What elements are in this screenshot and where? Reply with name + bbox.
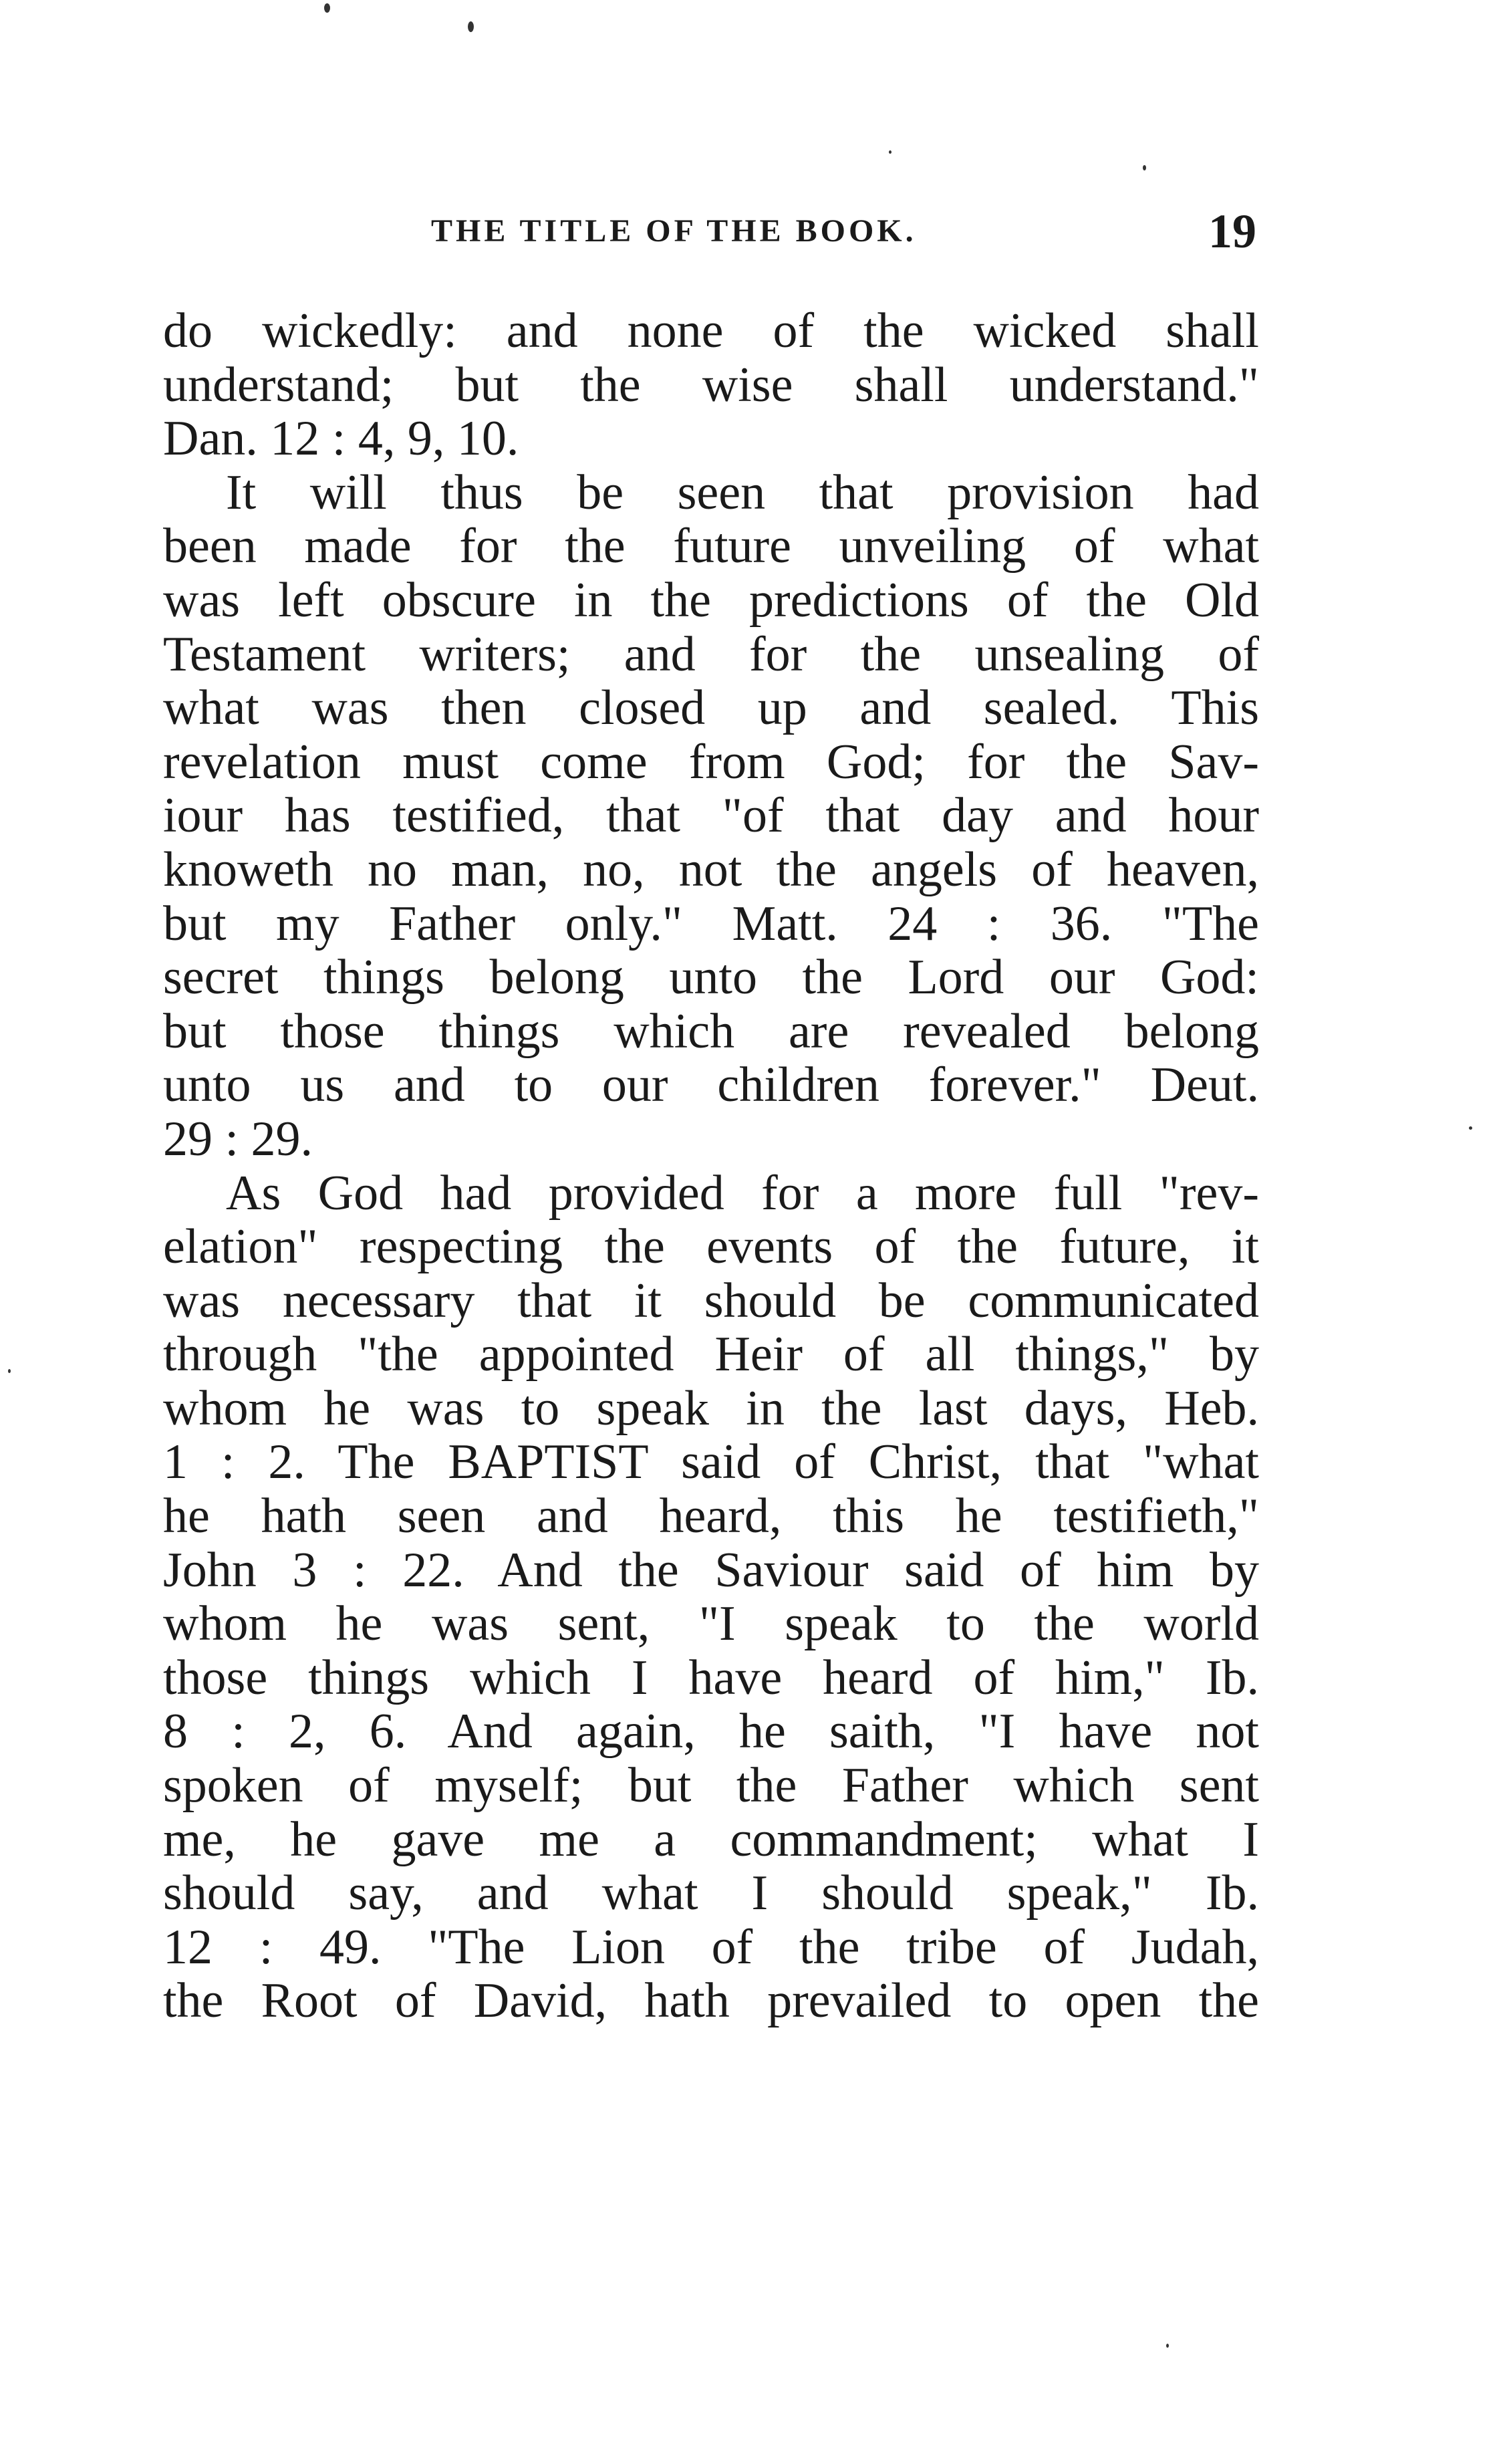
text-line: what was then closed up and sealed. This: [163, 681, 1259, 736]
scan-speck: [1143, 165, 1146, 170]
text-line: but those things which are revealed belong: [163, 1003, 1259, 1059]
text-line: secret things belong unto the Lord our God:: [163, 950, 1259, 1005]
text-line: John 3 : 22. And the Saviour said of him by: [163, 1542, 1259, 1598]
text-line: but my Father only." Matt. 24 : 36. "The: [163, 896, 1259, 951]
text-line: revelation must come from God; for the Sav-: [163, 734, 1259, 789]
text-line: elation" respecting the events of the future, it: [163, 1219, 1259, 1275]
text-line: been made for the future unveiling of what: [163, 519, 1259, 574]
text-line: 29 : 29.: [163, 1111, 313, 1166]
text-line: Dan. 12 : 4, 9, 10.: [163, 411, 519, 467]
text-line: iour has testified, that "of that day and hour: [163, 788, 1259, 844]
text-line: 1 : 2. The BAPTIST said of Christ, that "what: [163, 1435, 1259, 1490]
text-line: 12 : 49. "The Lion of the tribe of Judah,: [163, 1919, 1259, 1975]
text-line: spoken of myself; but the Father which sent: [163, 1758, 1259, 1814]
scan-speck: [324, 3, 330, 13]
text-line: unto us and to our children forever." Deut.: [163, 1058, 1259, 1113]
text-line: whom he was to speak in the last days, Heb.: [163, 1380, 1259, 1436]
scan-speck: [1166, 2344, 1169, 2348]
scan-speck: [1469, 1126, 1472, 1130]
text-line: knoweth no man, no, not the angels of heaven,: [163, 842, 1259, 897]
text-line: those things which I have heard of him," Ib.: [163, 1650, 1259, 1705]
text-line: was necessary that it should be communicated: [163, 1273, 1259, 1328]
text-line: do wickedly: and none of the wicked shall: [163, 303, 1259, 358]
text-line: As God had provided for a more full "rev-: [226, 1165, 1259, 1221]
text-line: It will thus be seen that provision had: [226, 465, 1259, 520]
scan-speck: [889, 150, 891, 154]
text-line: Testament writers; and for the unsealing of: [163, 626, 1259, 682]
body-text: [163, 304, 1259, 2028]
scan-speck: [468, 21, 474, 32]
scan-speck: [8, 1369, 11, 1373]
text-line: understand; but the wise shall understand.": [163, 357, 1259, 412]
text-line: was left obscure in the predictions of the Old: [163, 572, 1259, 628]
page-number: 19: [1208, 205, 1256, 258]
text-line: me, he gave me a commandment; what I: [163, 1812, 1259, 1867]
text-line: whom he was sent, "I speak to the world: [163, 1596, 1259, 1652]
text-line: through "the appointed Heir of all things," by: [163, 1327, 1259, 1382]
text-line: should say, and what I should speak," Ib.: [163, 1866, 1259, 1921]
text-line: he hath seen and heard, this he testifieth,": [163, 1489, 1259, 1544]
text-line: 8 : 2, 6. And again, he saith, "I have not: [163, 1704, 1259, 1759]
running-title: THE TITLE OF THE BOOK.: [431, 213, 917, 249]
text-line: the Root of David, hath prevailed to open the: [163, 1973, 1259, 2029]
